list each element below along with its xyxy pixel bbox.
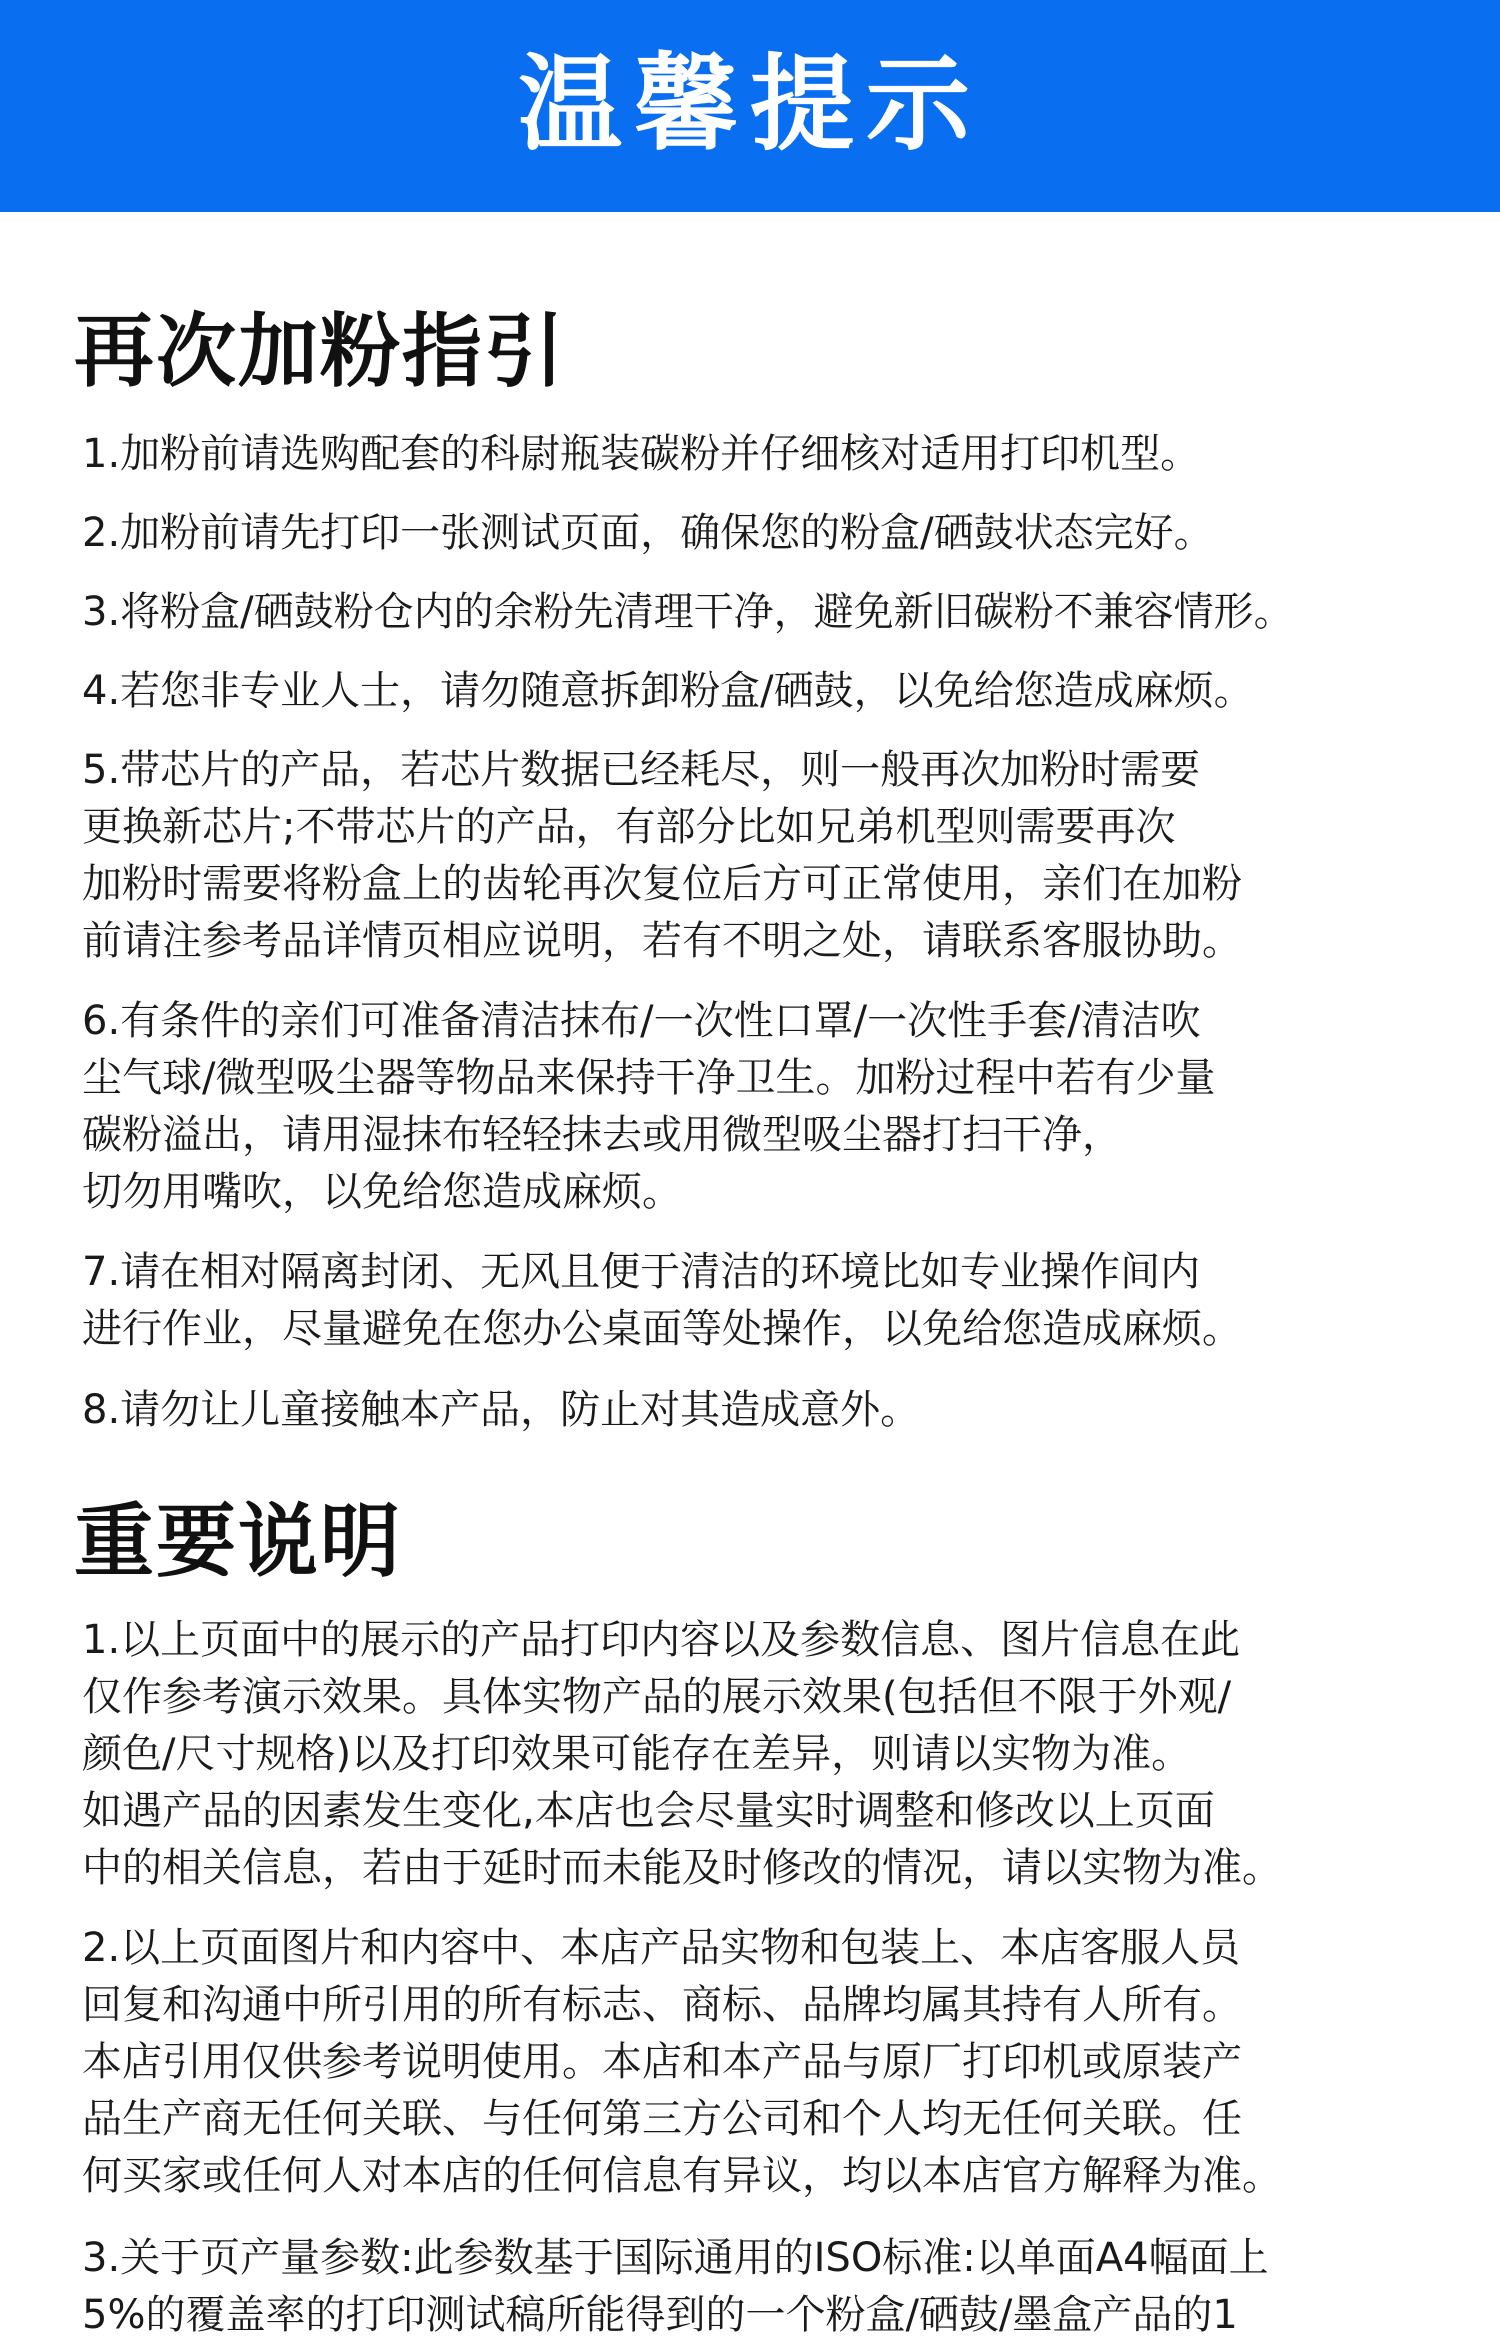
text-line: 如遇产品的因素发生变化,本店也会尽量实时调整和修改以上页面 [82,1788,1215,1834]
text-line: 6.有条件的亲们可准备清洁抹布/一次性口罩/一次性手套/清洁吹 [82,998,1201,1044]
text-line: 2.以上页面图片和内容中、本店产品实物和包装上、本店客服人员 [82,1925,1241,1971]
list-item [82,1382,1494,1439]
list-item [82,1612,1494,1897]
list-item [82,2230,1494,2344]
page-title: 温馨提示 [517,43,982,165]
text-line: 品生产商无任何关联、与任何第三方公司和个人均无任何关联。任 [82,2096,1242,2142]
text-line: 5%的覆盖率的打印测试稿所能得到的一个粉盒/硒鼓/墨盒产品的1 [82,2292,1238,2338]
text-line: 何买家或任何人对本店的任何信息有异议，均以本店官方解释为准。 [82,2153,1282,2199]
text-line: 本店引用仅供参考说明使用。本店和本产品与原厂打印机或原装产 [82,2039,1242,2085]
text-line: 4.若您非专业人士，请勿随意拆卸粉盒/硒鼓，以免给您造成麻烦。 [82,668,1254,714]
section-title-refill-guide: 再次加粉指引 [74,305,566,398]
text-line: 仅作参考演示效果。具体实物产品的展示效果(包括但不限于外观/ [82,1674,1232,1720]
list-item [82,426,1494,483]
text-line: 颜色/尺寸规格)以及打印效果可能存在差异，则请以实物为准。 [82,1731,1192,1777]
text-line: 前请注参考品详情页相应说明，若有不明之处，请联系客服协助。 [82,918,1242,964]
text-line: 尘气球/微型吸尘器等物品来保持干净卫生。加粉过程中若有少量 [82,1055,1216,1101]
text-line: 5.带芯片的产品，若芯片数据已经耗尽，则一般再次加粉时需要 [82,747,1201,793]
text-line: 中的相关信息，若由于延时而未能及时修改的情况，请以实物为准。 [82,1845,1282,1891]
section-title-important-notes: 重要说明 [74,1495,402,1588]
text-line: 1.加粉前请选购配套的科尉瓶装碳粉并仔细核对适用打印机型。 [82,431,1201,477]
text-line: 切勿用嘴吹，以免给您造成麻烦。 [82,1169,682,1215]
text-line: 3.将粉盒/硒鼓粉仓内的余粉先清理干净，避免新旧碳粉不兼容情形。 [82,589,1294,635]
text-line: 8.请勿让儿童接触本产品，防止对其造成意外。 [82,1387,921,1433]
text-line: 加粉时需要将粉盒上的齿轮再次复位后方可正常使用，亲们在加粉 [82,861,1242,907]
list-item [82,584,1494,641]
header-banner [0,0,1500,212]
text-line: 2.加粉前请先打印一张测试页面，确保您的粉盒/硒鼓状态完好。 [82,510,1214,556]
text-line: 7.请在相对隔离封闭、无风且便于清洁的环境比如专业操作间内 [82,1249,1201,1295]
list-item [82,742,1494,970]
text-line: 进行作业，尽量避免在您办公桌面等处操作，以免给您造成麻烦。 [82,1306,1242,1352]
text-line: 3.关于页产量参数:此参数基于国际通用的ISO标准:以单面A4幅面上 [82,2235,1269,2281]
text-line: 回复和沟通中所引用的所有标志、商标、品牌均属其持有人所有。 [82,1982,1242,2028]
list-item [82,1244,1494,1358]
list-item [82,663,1494,720]
text-line: 1.以上页面中的展示的产品打印内容以及参数信息、图片信息在此 [82,1617,1241,1663]
text-line: 更换新芯片;不带芯片的产品，有部分比如兄弟机型则需要再次 [82,804,1176,850]
list-item [82,993,1494,1221]
list-item [82,505,1494,562]
text-line: 碳粉溢出，请用湿抹布轻轻抹去或用微型吸尘器打扫干净， [82,1112,1122,1158]
list-item [82,1920,1494,2205]
